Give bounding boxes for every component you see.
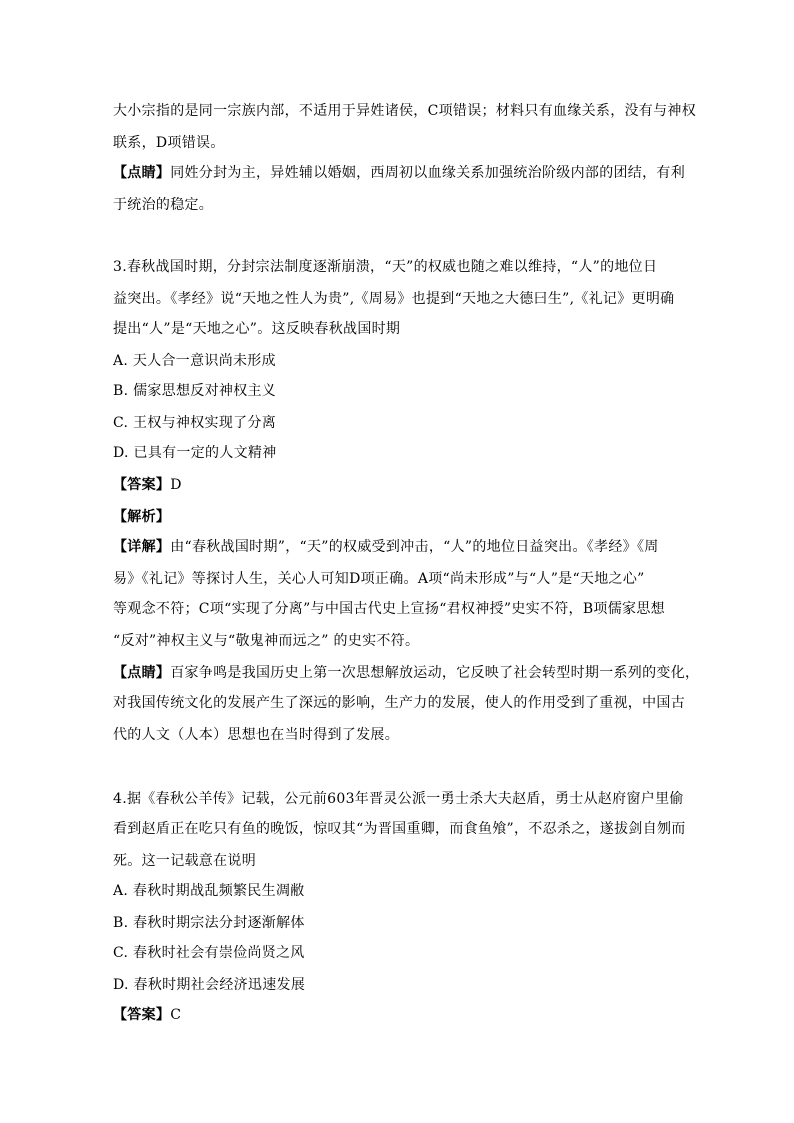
analysis-line	[113, 508, 170, 526]
question-3-line: 益突出。《孝经》说“天地之性人为贵”,《周易》也提到“天地之大德曰生”,《礼记》更明确	[113, 291, 675, 307]
question-4-line: 看到赵盾正在吃只有鱼的晚饭，惊叹其“为晋国重卿，而食鱼飧”，不忍杀之，遂拔剑自刎而	[113, 821, 686, 837]
text-line: 联系，D项错误。	[113, 135, 225, 151]
detail-line: 【详解】由“春秋战国时期”，“天”的权威受到冲击，“人”的地位日益突出。《孝经》《周	[113, 539, 659, 555]
question-4-line: 死。这一记载意在说明	[113, 853, 256, 869]
detail-tag: 【详解】	[113, 539, 171, 555]
option-a: A. 天人合一意识尚未形成	[113, 353, 276, 369]
dianjing-tag: 【点睛】	[113, 165, 171, 181]
option-d: D. 已具有一定的人文精神	[113, 445, 277, 461]
text-line: 易》《礼记》等探讨人生，关心人可知D项正确。A项“尚未形成”与“人”是“天地之心”	[113, 571, 645, 587]
answer-line: 【答案】C	[113, 1007, 182, 1023]
analysis-tag: 【解析】	[113, 509, 171, 525]
question-3-line: 提出“人”是“天地之心”。这反映春秋战国时期	[113, 321, 401, 337]
text-line: 等观念不符；C项“实现了分离”与中国古代史上宣扬“君权神授”史实不符，B项儒家思想	[113, 601, 665, 617]
answer-line: 【答案】D	[113, 477, 182, 493]
option-a: A. 春秋时期战乱频繁民生凋敝	[113, 883, 305, 899]
dianjing-line: 【点睛】百家争鸣是我国历史上第一次思想解放运动，它反映了社会转型时期一系列的变化，	[113, 665, 700, 681]
option-b: B. 春秋时期宗法分封逐渐解体	[113, 915, 305, 931]
text-line: 于统治的稳定。	[113, 197, 214, 213]
option-b: B. 儒家思想反对神权主义	[113, 383, 277, 399]
question-4-line: 4.据《春秋公羊传》记载，公元前603年晋灵公派一勇士杀大夫赵盾，勇士从赵府窗户里偷	[113, 791, 684, 807]
option-d: D. 春秋时期社会经济迅速发展	[113, 977, 306, 993]
text-line: 对我国传统文化的发展产生了深远的影响，生产力的发展，使人的作用受到了重视，中国古	[113, 695, 685, 711]
text-line: 代的人文（人本）思想也在当时得到了发展。	[113, 727, 399, 743]
answer-tag: 【答案】	[113, 477, 171, 493]
dianjing-line: 【点睛】同姓分封为主，异姓辅以婚姻，西周初以血缘关系加强统治阶级内部的团结，有利	[113, 165, 686, 181]
text-line: “反对”神权主义与“敬鬼神而远之” 的史实不符。	[113, 633, 420, 649]
option-c: C. 王权与神权实现了分离	[113, 415, 277, 431]
question-3-line: 3.春秋战国时期，分封宗法制度逐渐崩溃，“天”的权威也随之难以维持，“人”的地位日	[113, 259, 658, 275]
answer-tag: 【答案】	[113, 1007, 171, 1023]
option-c: C. 春秋时社会有崇俭尚贤之风	[113, 945, 305, 961]
dianjing-tag: 【点睛】	[113, 665, 171, 681]
text-line: 大小宗指的是同一宗族内部，不适用于异姓诸侯，C项错误；材料只有血缘关系，没有与神权	[113, 103, 697, 119]
